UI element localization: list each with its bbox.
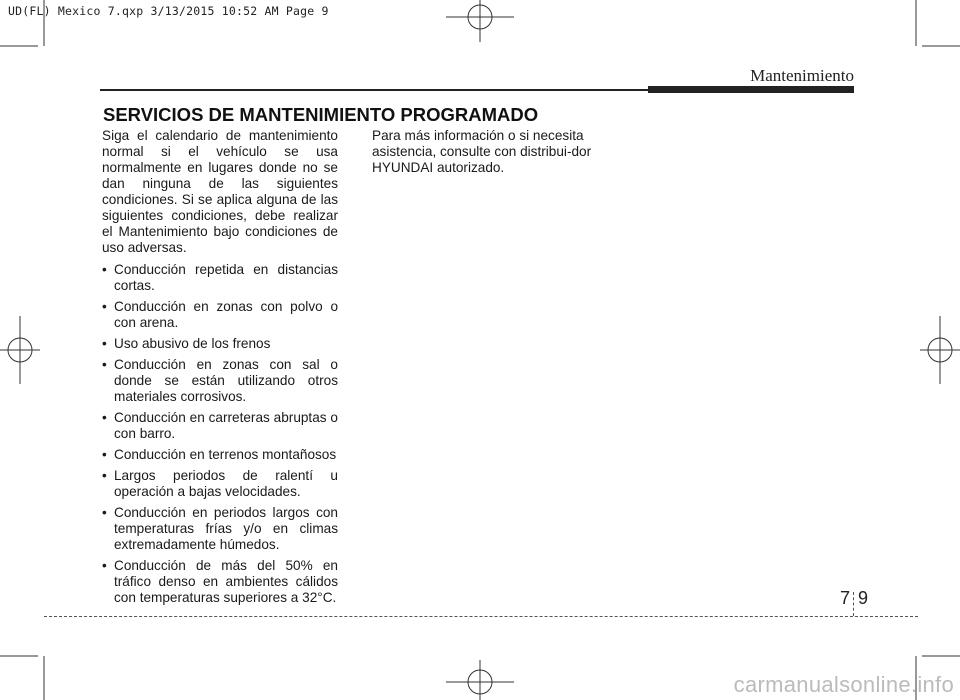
watermark: carmanualsonline.info	[733, 672, 954, 697]
bullet-icon: •	[102, 447, 107, 462]
left-column	[102, 128, 338, 611]
bullet-icon: •	[102, 336, 107, 351]
bullet-icon: •	[102, 558, 107, 573]
bullet-icon: •	[102, 262, 107, 277]
footer-rule	[44, 616, 918, 617]
list-item: • Conducción en terrenos montañosos	[102, 447, 337, 462]
intro-paragraph: Siga el calendario de mantenimiento normal si el vehículo se usa normalmente en lugares donde no se dan ninguna de las siguientes condiciones. Si se aplica alguna de las siguientes condiciones, debe realizar el Mantenimiento bajo condiciones de uso adversas.	[102, 128, 338, 255]
bullet-icon: •	[102, 357, 107, 372]
contact-paragraph: Para más información o si necesita asistencia, consulte con distribui-dor HYUNDAI autorizado.	[372, 128, 592, 175]
list-item: • Largos periodos de ralentí u operación a bajas velocidades.	[102, 468, 338, 499]
bullet-icon: •	[102, 468, 107, 483]
conditions-list	[102, 262, 338, 606]
list-item: • Conducción en zonas con polvo o con arena.	[102, 299, 338, 330]
list-item: • Uso abusivo de los frenos	[102, 336, 271, 351]
print-slug: UD(FL) Mexico 7.qxp 3/13/2015 10:52 AM Page 9	[8, 4, 329, 18]
list-item: • Conducción de más del 50% en tráfico denso en ambientes cálidos con temperaturas superiores a 32°C.	[102, 558, 338, 605]
registration-mark-top	[446, 0, 514, 42]
registration-mark-bottom	[446, 660, 514, 700]
list-item: • Conducción en periodos largos con temperaturas frías y/o en climas extremadamente húmedos.	[102, 505, 338, 552]
page-number-separator	[853, 592, 854, 616]
page-title: SERVICIOS DE MANTENIMIENTO PROGRAMADO	[103, 104, 539, 125]
header-rule	[100, 89, 648, 91]
header-rule-thick	[648, 86, 854, 93]
bullet-icon: •	[102, 505, 107, 520]
section-title: Mantenimiento	[750, 66, 854, 85]
list-item: • Conducción en zonas con sal o donde se están utilizando otros materiales corrosivos.	[102, 357, 338, 404]
page-number: 9	[858, 588, 869, 608]
right-column	[372, 128, 608, 176]
registration-mark-left	[0, 316, 40, 384]
bullet-icon: •	[102, 299, 107, 314]
registration-mark-right	[920, 316, 960, 384]
list-item: • Conducción repetida en distancias cortas.	[102, 262, 338, 293]
list-item: • Conducción en carreteras abruptas o con barro.	[102, 410, 338, 441]
bullet-icon: •	[102, 410, 107, 425]
chapter-number: 7	[840, 588, 851, 608]
